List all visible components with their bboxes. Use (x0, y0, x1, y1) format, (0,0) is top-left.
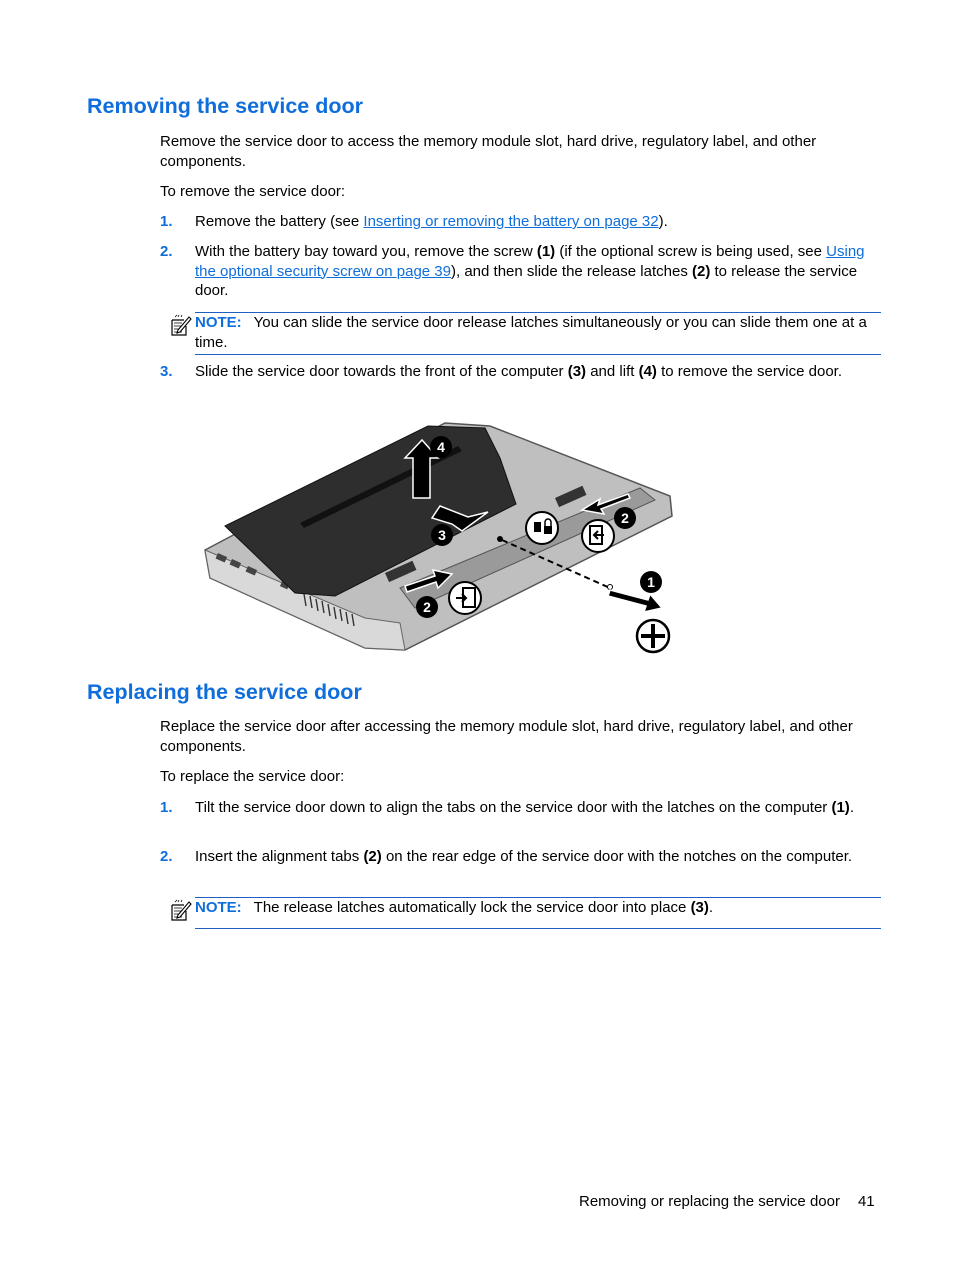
callout-ref: (3) (567, 363, 587, 380)
step-number: 2. (160, 848, 173, 865)
release-latch-icon (449, 582, 481, 614)
security-screw-page-link[interactable]: Using the optional security screw on page 39 (195, 243, 865, 280)
screw-arrow (608, 590, 662, 612)
note-box-replacing (195, 897, 881, 929)
callout-ref: (1) (831, 799, 850, 816)
screwdriver-icon (637, 620, 669, 652)
replacing-step-2 (160, 847, 880, 867)
step-text: Insert the alignment tabs (195, 848, 364, 865)
step-text: Tilt the service door down to align the tabs on the service door with the latches on the computer (195, 799, 832, 816)
step-text: Remove the battery (see (195, 213, 364, 230)
step-text: to release the service door. (195, 262, 858, 299)
step-text: (if the optional screw is being used, see (555, 243, 827, 260)
step-text: With the battery bay toward you, remove the screw (195, 243, 537, 260)
removing-intro: Remove the service door to access the memory module slot, hard drive, regulatory label, and other components. (160, 133, 817, 170)
replacing-lead: To replace the service door: (160, 768, 345, 785)
note-icon (170, 899, 192, 921)
step-text: and lift (586, 363, 639, 380)
step-number: 1. (160, 213, 173, 230)
callout-ref: (2) (691, 262, 711, 280)
note-text: The release latches automatically lock the service door into place (253, 899, 691, 916)
removing-lead: To remove the service door: (160, 183, 346, 200)
callout-ref: (4) (638, 363, 657, 380)
service-door-illustration (200, 418, 675, 656)
removing-step-3 (160, 362, 880, 382)
svg-text:1: 1 (647, 574, 655, 590)
replacing-intro: Replace the service door after accessing the memory module slot, hard drive, regulatory label, and other components. (160, 718, 853, 755)
note-icon (170, 314, 192, 336)
callout-3 (431, 524, 453, 546)
step-number: 3. (160, 363, 173, 380)
note-label: NOTE: (195, 899, 242, 916)
callout-1 (640, 571, 662, 593)
callout-2 (614, 507, 636, 529)
footer-title: Removing or replacing the service door (579, 1193, 840, 1210)
battery-page-link[interactable]: Inserting or removing the battery on page 32 (363, 213, 659, 230)
step-text: . (849, 799, 854, 816)
step-number: 2. (160, 243, 173, 260)
removing-step-1 (160, 212, 880, 232)
removing-step-2 (160, 242, 880, 301)
step-text: Slide the service door towards the front of the computer (195, 363, 568, 380)
unlock-icon (526, 512, 558, 544)
release-latch-icon (582, 520, 614, 552)
section-title-replacing: Replacing the service door (87, 680, 362, 704)
callout-ref: (2) (363, 848, 382, 865)
step-text: on the rear edge of the service door with the notches on the computer. (381, 848, 853, 865)
svg-text:2: 2 (621, 510, 629, 526)
step-number: 1. (160, 799, 173, 816)
svg-text:3: 3 (438, 527, 446, 543)
section-title-removing: Removing the service door (87, 94, 363, 118)
svg-text:4: 4 (437, 439, 445, 455)
step-text: ). (658, 213, 668, 230)
callout-2 (416, 596, 438, 618)
note-box-removing (195, 312, 881, 355)
note-label: NOTE: (195, 314, 242, 331)
page-number: 41 (857, 1193, 875, 1210)
replacing-step-1 (160, 798, 880, 818)
callout-4 (430, 436, 452, 458)
note-text: You can slide the service door release latches simultaneously or you can slide them one at a time. (195, 314, 867, 351)
step-text: ), and then slide the release latches (451, 262, 692, 280)
callout-ref: (1) (536, 243, 556, 260)
step-text: to remove the service door. (656, 363, 843, 380)
page-footer (579, 1192, 875, 1212)
note-text: . (708, 899, 714, 916)
callout-ref: (3) (690, 899, 709, 916)
svg-text:2: 2 (423, 599, 431, 615)
